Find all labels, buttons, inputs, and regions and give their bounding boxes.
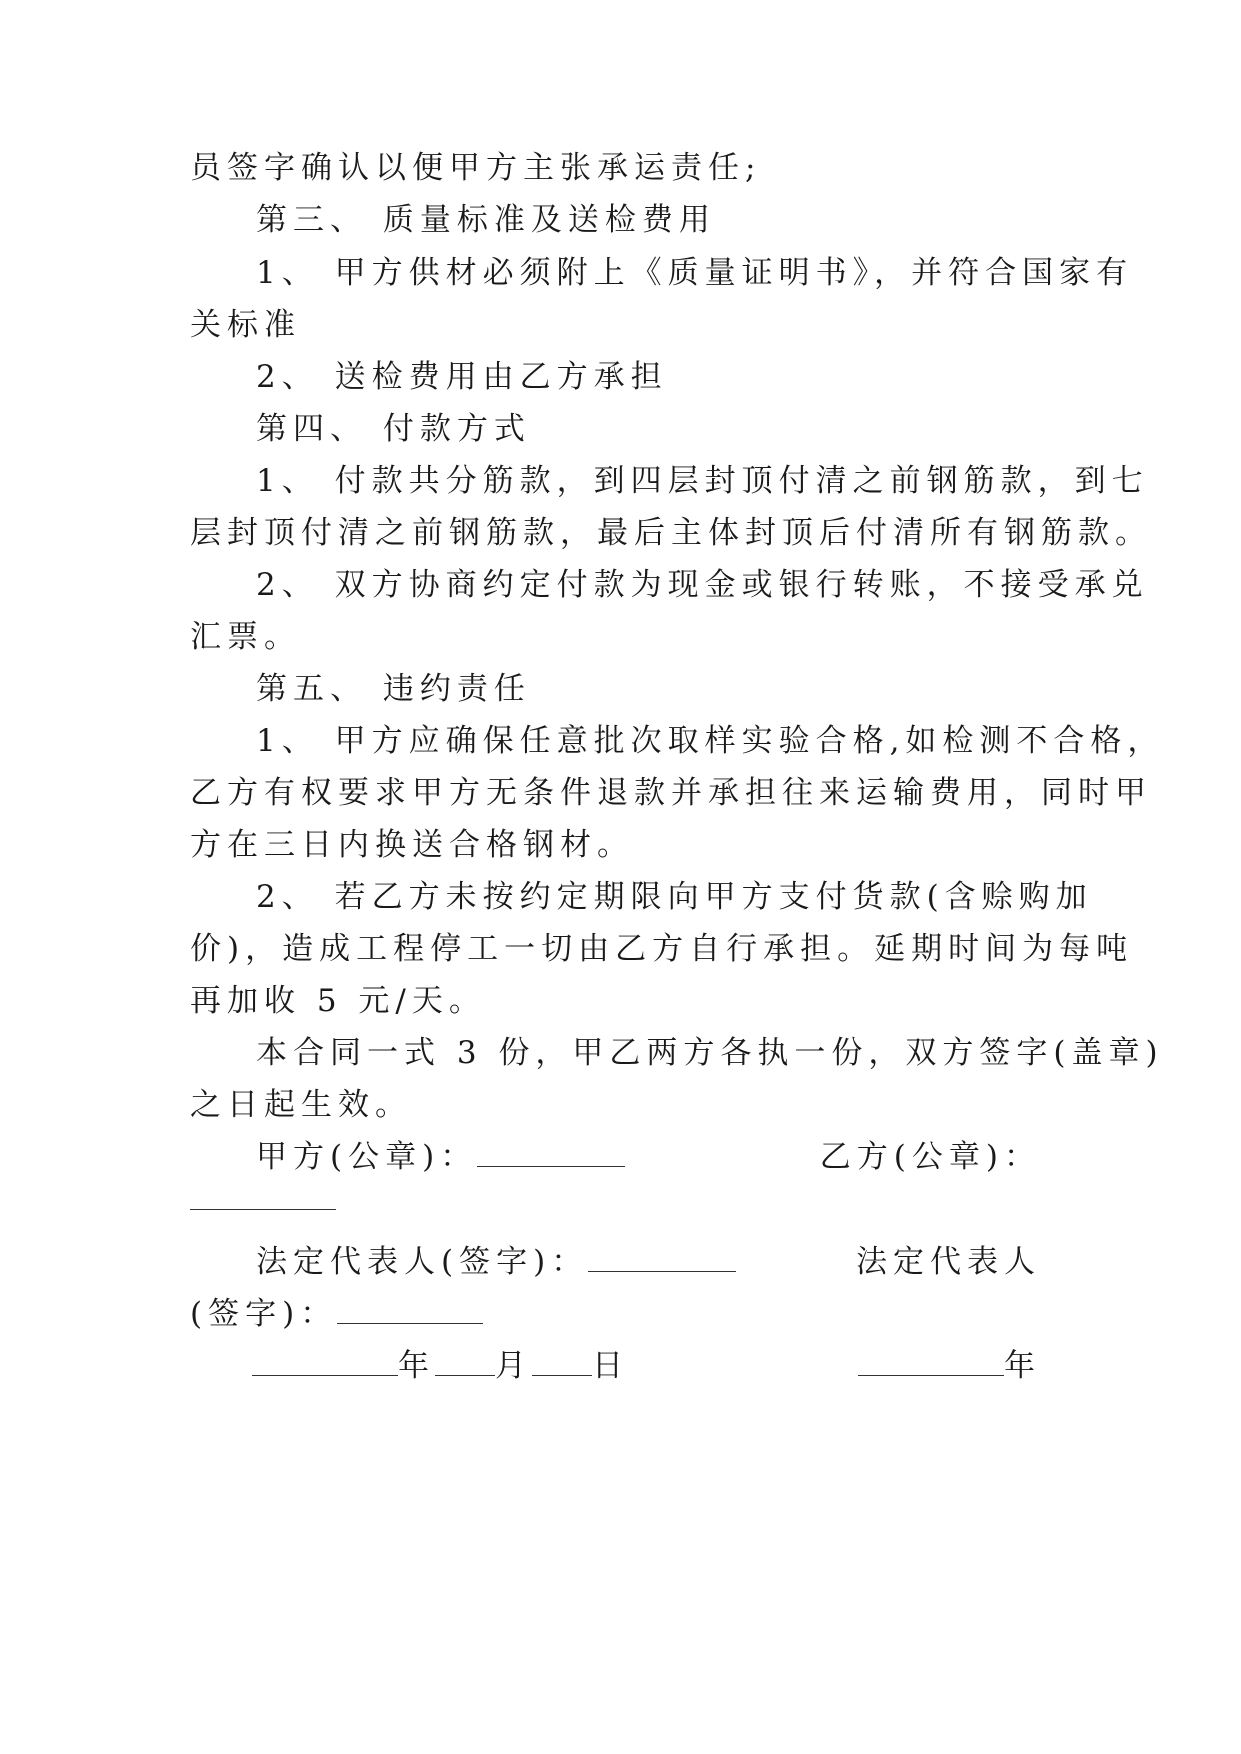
party-b-rep-row	[190, 1294, 483, 1334]
paragraph-line: 再加收 5 元/天。	[190, 983, 486, 1019]
year-label: 年	[398, 1348, 435, 1384]
paragraph-line: 乙方有权要求甲方无条件退款并承担往来运输费用，同时甲	[190, 775, 1152, 811]
year-b-label: 年	[1004, 1348, 1041, 1384]
party-b-date-row	[858, 1346, 1041, 1386]
section-heading-quality: 第三、 质量标准及送检费用	[256, 202, 716, 238]
paragraph-line: 2、 若乙方未按约定期限向甲方支付货款(含赊购加	[256, 879, 1093, 915]
paragraph-line: 1、 甲方应确保任意批次取样实验合格,如检测不合格，	[256, 723, 1165, 759]
party-a-seal-blank	[477, 1140, 625, 1167]
party-b-rep-label-cont: (签字)：	[190, 1296, 338, 1332]
party-a-date-row	[252, 1346, 629, 1386]
paragraph-line: 2、 送检费用由乙方承担	[256, 359, 668, 395]
party-b-seal-row	[190, 1180, 336, 1220]
party-b-seal-label: 乙方(公章)：	[819, 1139, 1041, 1175]
party-a-seal-label: 甲方(公章)：	[256, 1139, 478, 1175]
paragraph-line: 价)，造成工程停工一切由乙方自行承担。延期时间为每吨	[190, 931, 1134, 967]
day-blank	[532, 1349, 592, 1376]
section-heading-breach: 第五、 违约责任	[256, 671, 531, 707]
paragraph-line: 2、 双方协商约定付款为现金或银行转账，不接受承兑	[256, 567, 1149, 603]
section-heading-payment: 第四、 付款方式	[256, 411, 531, 447]
month-blank	[435, 1349, 495, 1376]
paragraph-line: 层封顶付清之前钢筋款，最后主体封顶后付清所有钢筋款。	[190, 515, 1152, 551]
party-b-rep-blank	[337, 1297, 483, 1324]
month-label: 月	[495, 1348, 532, 1384]
paragraph-line: 员签字确认以便甲方主张承运责任;	[190, 150, 762, 186]
party-a-rep-label: 法定代表人(签字)：	[256, 1244, 589, 1280]
paragraph-line: 方在三日内换送合格钢材。	[190, 827, 634, 863]
paragraph-line: 关标准	[190, 307, 301, 343]
party-a-seal-row	[256, 1137, 625, 1177]
paragraph-line: 1、 付款共分筋款，到四层封顶付清之前钢筋款，到七	[256, 463, 1149, 499]
party-b-seal-blank	[190, 1183, 336, 1210]
paragraph-line: 1、 甲方供材必须附上《质量证明书》，并符合国家有	[256, 255, 1134, 291]
party-a-rep-blank	[588, 1245, 736, 1272]
year-blank	[252, 1349, 398, 1376]
day-label: 日	[592, 1348, 629, 1384]
party-b-rep-label: 法定代表人	[856, 1244, 1041, 1280]
party-a-rep-row	[256, 1242, 736, 1282]
paragraph-line: 汇票。	[190, 619, 301, 655]
paragraph-line: 本合同一式 3 份，甲乙两方各执一份，双方签字(盖章)	[256, 1035, 1164, 1071]
paragraph-line: 之日起生效。	[190, 1087, 412, 1123]
year-b-blank	[858, 1349, 1004, 1376]
